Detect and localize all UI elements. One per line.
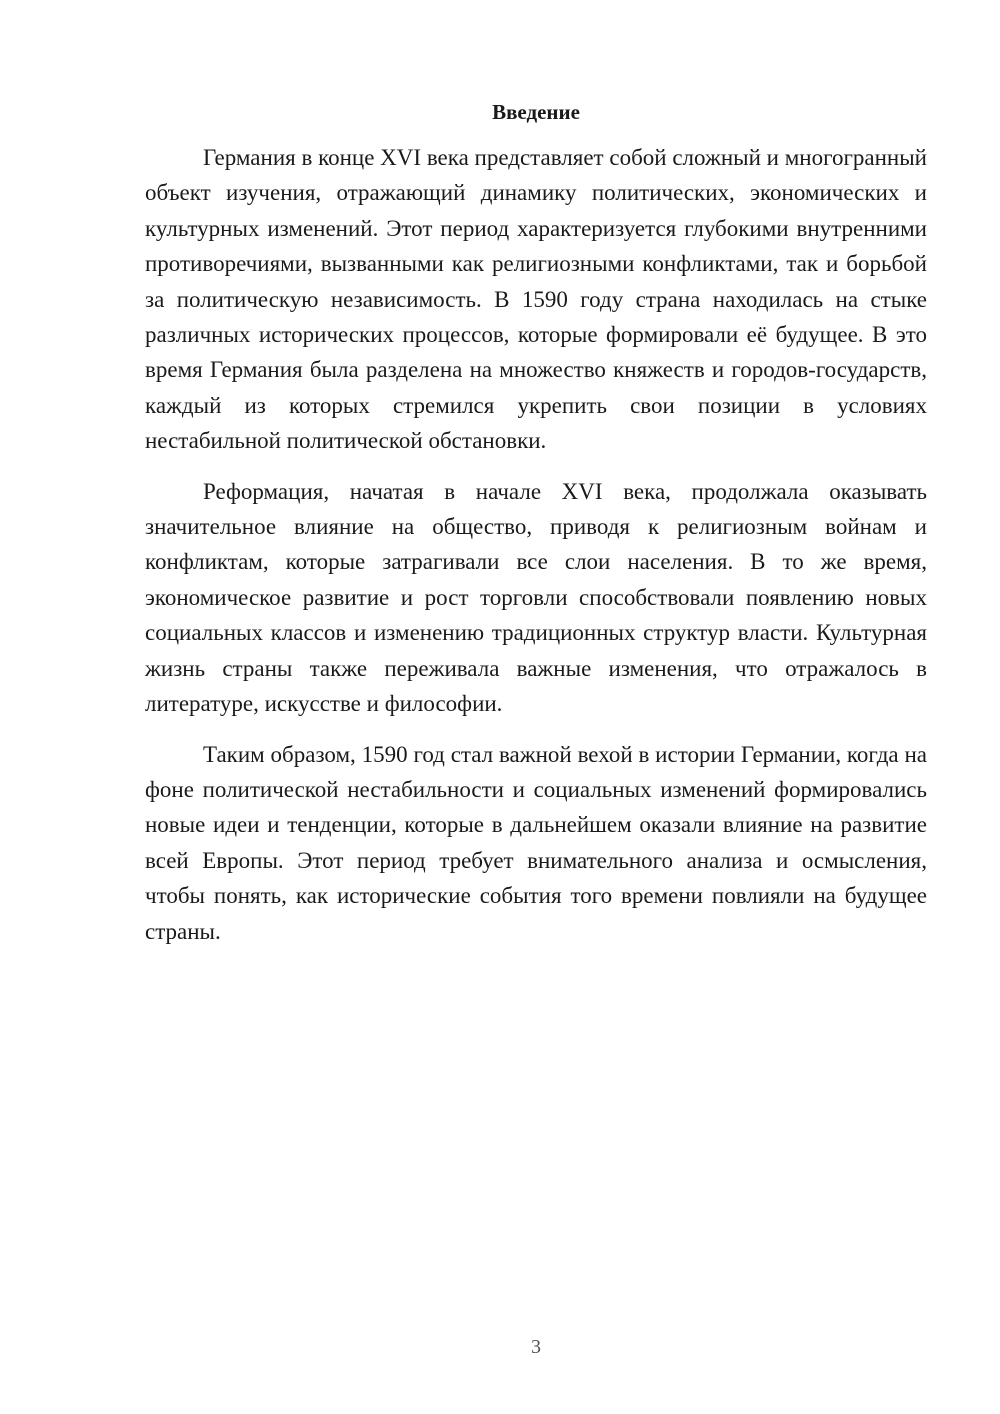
paragraph-2: Реформация, начатая в начале XVI века, продолжала оказывать значительное влияние на общество, приводя к религиозным войнам и конфликтам, которые затрагивали все слои населения. В то же время, экономическое развитие и рост торговли способствовали появлению новых социальных классов и изменению традиционных структур власти. Культурная жизнь страны также переживала важные изменения, что отражалось в литературе, искусстве и философии. xyxy=(145,478,927,717)
paragraph-3: Таким образом, 1590 год стал важной вехой в истории Германии, когда на фоне политической нестабильности и социальных изменений формировались новые идеи и тенденции, которые в дальнейшем оказали влияние на развитие всей Европы. Этот период требует внимательного анализа и осмысления, чтобы понять, как исторические события того времени повлияли на будущее страны. xyxy=(145,741,927,944)
body-text xyxy=(145,140,927,949)
paragraph-1: Германия в конце XVI века представляет собой сложный и многогранный объект изучения, отражающий динамику политических, экономических и культурных изменений. Этот период характеризуется глубокими внутренними противоречиями, вызванными как религиозными конфликтами, так и борьбой за политическую независимость. В 1590 году страна находилась на стыке различных исторических процессов, которые формировали её будущее. В это время Германия была разделена на множество княжеств и городов-государств, каждый из которых стремился укрепить свои позиции в условиях нестабильной политической обстановки. xyxy=(145,145,927,454)
section-heading: Введение xyxy=(492,100,580,124)
page-number: 3 xyxy=(531,1336,541,1358)
